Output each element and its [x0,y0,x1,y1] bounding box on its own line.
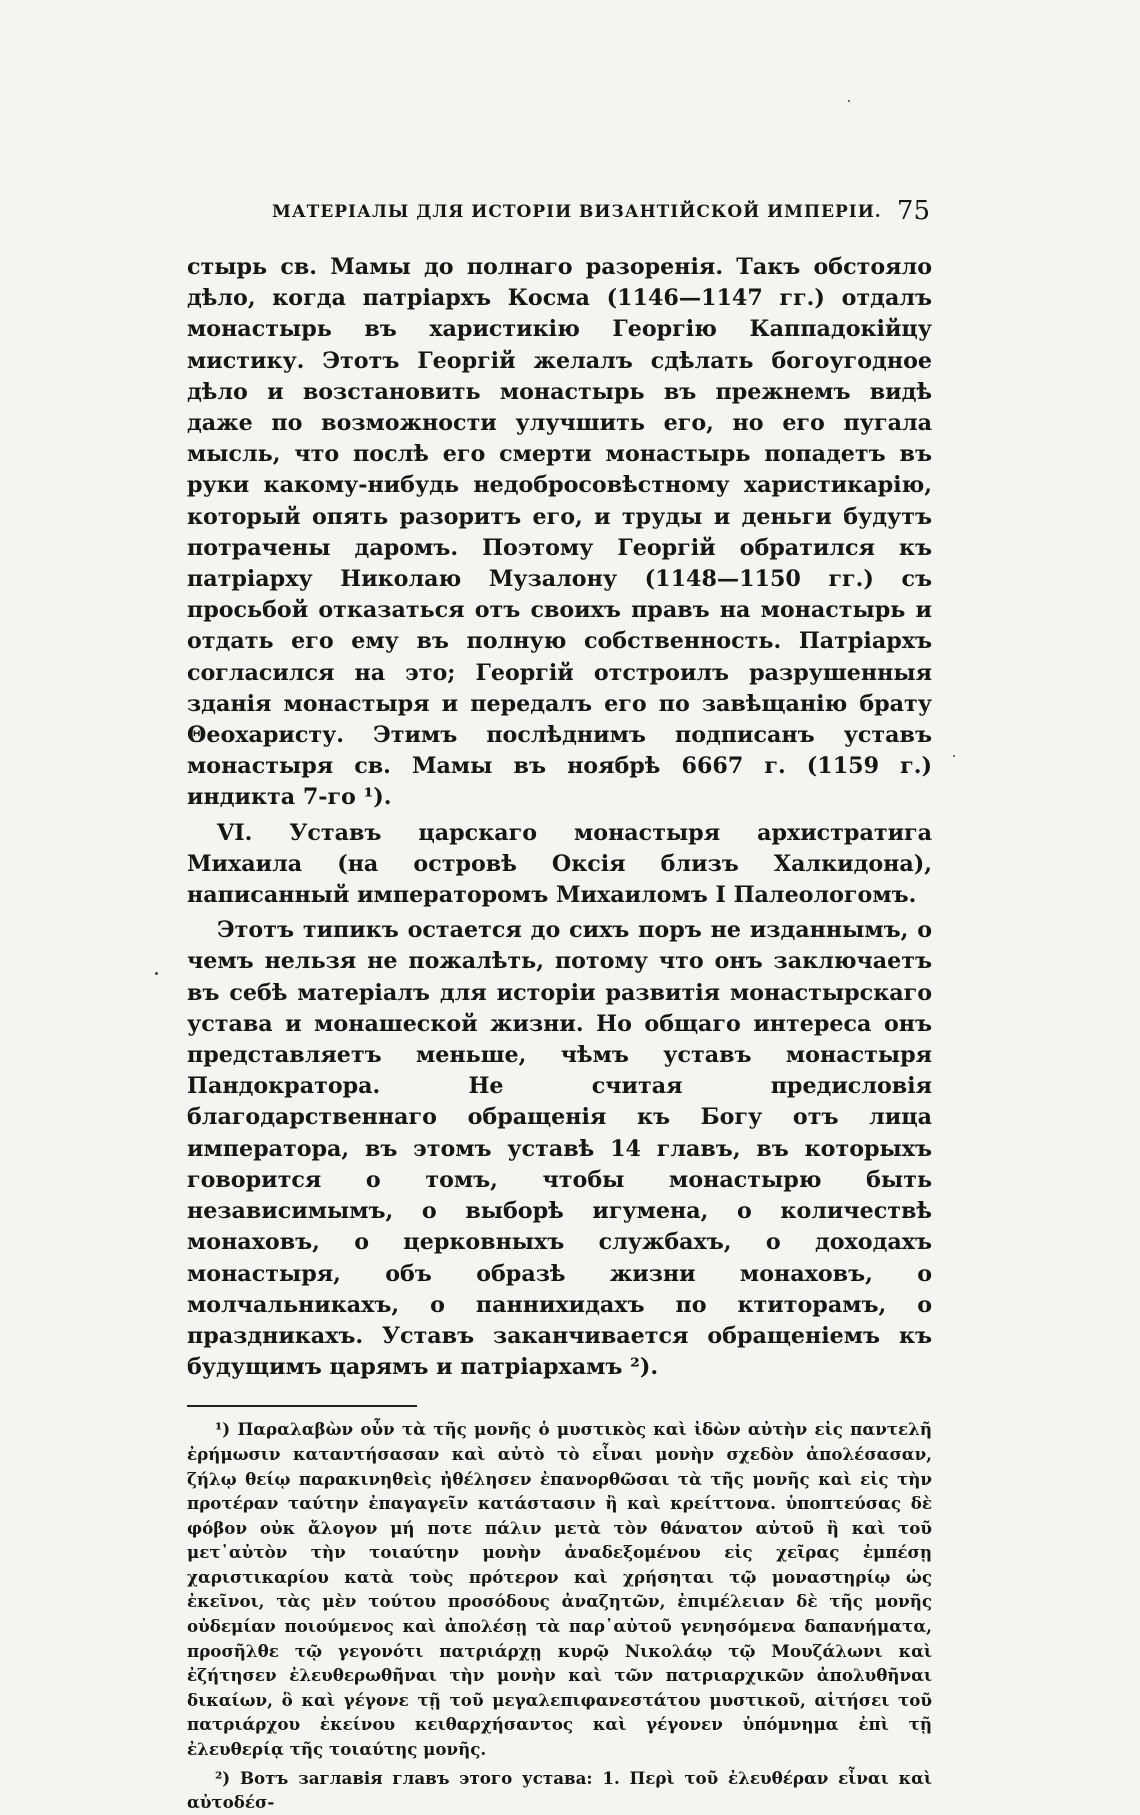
footnote-1: ¹) Παραλαβὼν οὖν τὰ τῆς μονῆς ὁ μυστικὸς καὶ ἰδὼν αὐτὴν εἰς παντελῆ ἐρήμωσιν καταντήσασαν καὶ αὐτὸ τὸ εἶναι μονὴν σχεδὸν ἀπολέσασαν, ζήλῳ θείῳ παρακινηθεὶς ἠθέλησεν ἐπανορθῶσαι τὰ τῆς μονῆς καὶ εἰς τὴν προτέραν ταύτην ἐπαγαγεῖν κατάστασιν ἢ καὶ κρείττονα. ὑποπτεύσας δὲ φόβον οὐκ ἄλογον μή ποτε πάλιν μετὰ τὸν θάνατον αὐτοῦ ἢ καὶ τοῦ μετ᾽αὐτὸν τὴν τοιαύτην μονὴν ἀναδεξομένου εἰς χεῖρας ἐμπέσῃ χαριστικαρίου κατὰ τοὺς πρότερον καὶ χρήσηται τῷ μοναστηρίῳ ὡς ἐκεῖνοι, τὰς μὲν τούτου προσόδους ἀναζητῶν, ἐπιμέλειαν δὲ τῆς μονῆς οὐδεμίαν ποιούμενος καὶ ἀπολέσῃ τὰ παρ᾽αὐτοῦ γενησόμενα δαπανήματα, προσῆλθε τῷ γεγονότι πατριάρχῃ κυρῷ Νικολάῳ τῷ Μουζάλωνι καὶ ἐζήτησεν ἐλευθερωθῆναι τὴν μονὴν καὶ τῶν πατριαρχικῶν ἀπολυθῆναι δικαίων, ὃ καὶ γέγονε τῇ τοῦ μεγαλεπιφανεστάτου μυστικοῦ, αἰτήσει τοῦ πατριάρχου ἐκείνου κειθαρχήσαντος καὶ γέγονεν ὑπόμνημα ἐπὶ τῇ ἐλευθερίᾳ τῆς τοιαύτης μονῆς. [187,1419,932,1760]
page-number: 75 [896,196,930,226]
paragraph-continuation: стырь св. Мамы до полнаго разоренiя. Такъ обстояло дѣло, когда патрiархъ Косма (1146—1147 гг.) отдалъ монастырь въ харистикiю Георгiю Каппадокiйцу мистику. Этотъ Георгiй желалъ сдѣлать богоугодное дѣло и возстановить монастырь въ прежнемъ видѣ даже по возможности улучшить его, но его пугала мысль, что послѣ его смерти монастырь попадетъ въ руки какому-нибудь недобросовѣстному харистикарiю, который опять разоритъ его, и труды и деньги будутъ потрачены даромъ. Поэтому Георгiй обратился къ патрiарху Николаю Музалону (1148—1150 гг.) съ просьбой отказаться отъ своихъ правъ на монастырь и отдать его ему въ полную собственность. Патрiархъ согласился на это; Георгiй отстроилъ разрушенныя зданiя монастыря и передалъ его по завѣщанiю брату Θеохаристу. Этимъ послѣднимъ подписанъ уставъ монастыря св. Мамы въ ноябрѣ 6667 г. (1159 г.) индикта 7-го ¹). [187,254,932,811]
scan-speck [953,755,955,757]
scan-speck [848,100,850,102]
running-title: МАТЕРIАЛЫ ДЛЯ ИСТОРIИ ВИЗАНТIЙСКОЙ ИМПЕРIИ. [272,202,882,222]
main-text [187,252,932,1383]
section-heading-vi: VI. Уставъ царскаго монастыря архистратига Михаила (на островѣ Оксiя близъ Халкидона), написанный императоромъ Михаиломъ I Палеологомъ. [187,819,932,909]
footnotes [187,1417,932,1815]
scan-speck [155,972,158,975]
page-body [187,252,932,1815]
paragraph-typikon: Этотъ типикъ остается до сихъ поръ не изданнымъ, о чемъ нельзя не пожалѣть, потому что онъ заключаетъ въ себѣ матерiалъ для исторiи развитiя монастырскаго устава и монашеской жизни. Но общаго интереса онъ представляетъ меньше, чѣмъ уставъ монастыря Пандократора. Не считая предисловiя благодарственнаго обращенiя къ Богу отъ лица императора, въ этомъ уставѣ 14 главъ, въ которыхъ говорится о томъ, чтобы монастырю быть независимымъ, о выборѣ игумена, о количествѣ монаховъ, о церковныхъ службахъ, о доходахъ монастыря, объ образѣ жизни монаховъ, о молчальникахъ, о паннихидахъ по ктиторамъ, о праздникахъ. Уставъ заканчивается обращенiемъ къ будущимъ царямъ и патрiархамъ ²). [187,917,932,1381]
footnote-2: ²) Вотъ заглавiя главъ этого устава: 1. Περὶ τοῦ ἐλευθέραν εἶναι καὶ αὐτοδέσ- [187,1767,932,1813]
page-header [180,196,930,236]
footnote-divider [187,1405,417,1407]
